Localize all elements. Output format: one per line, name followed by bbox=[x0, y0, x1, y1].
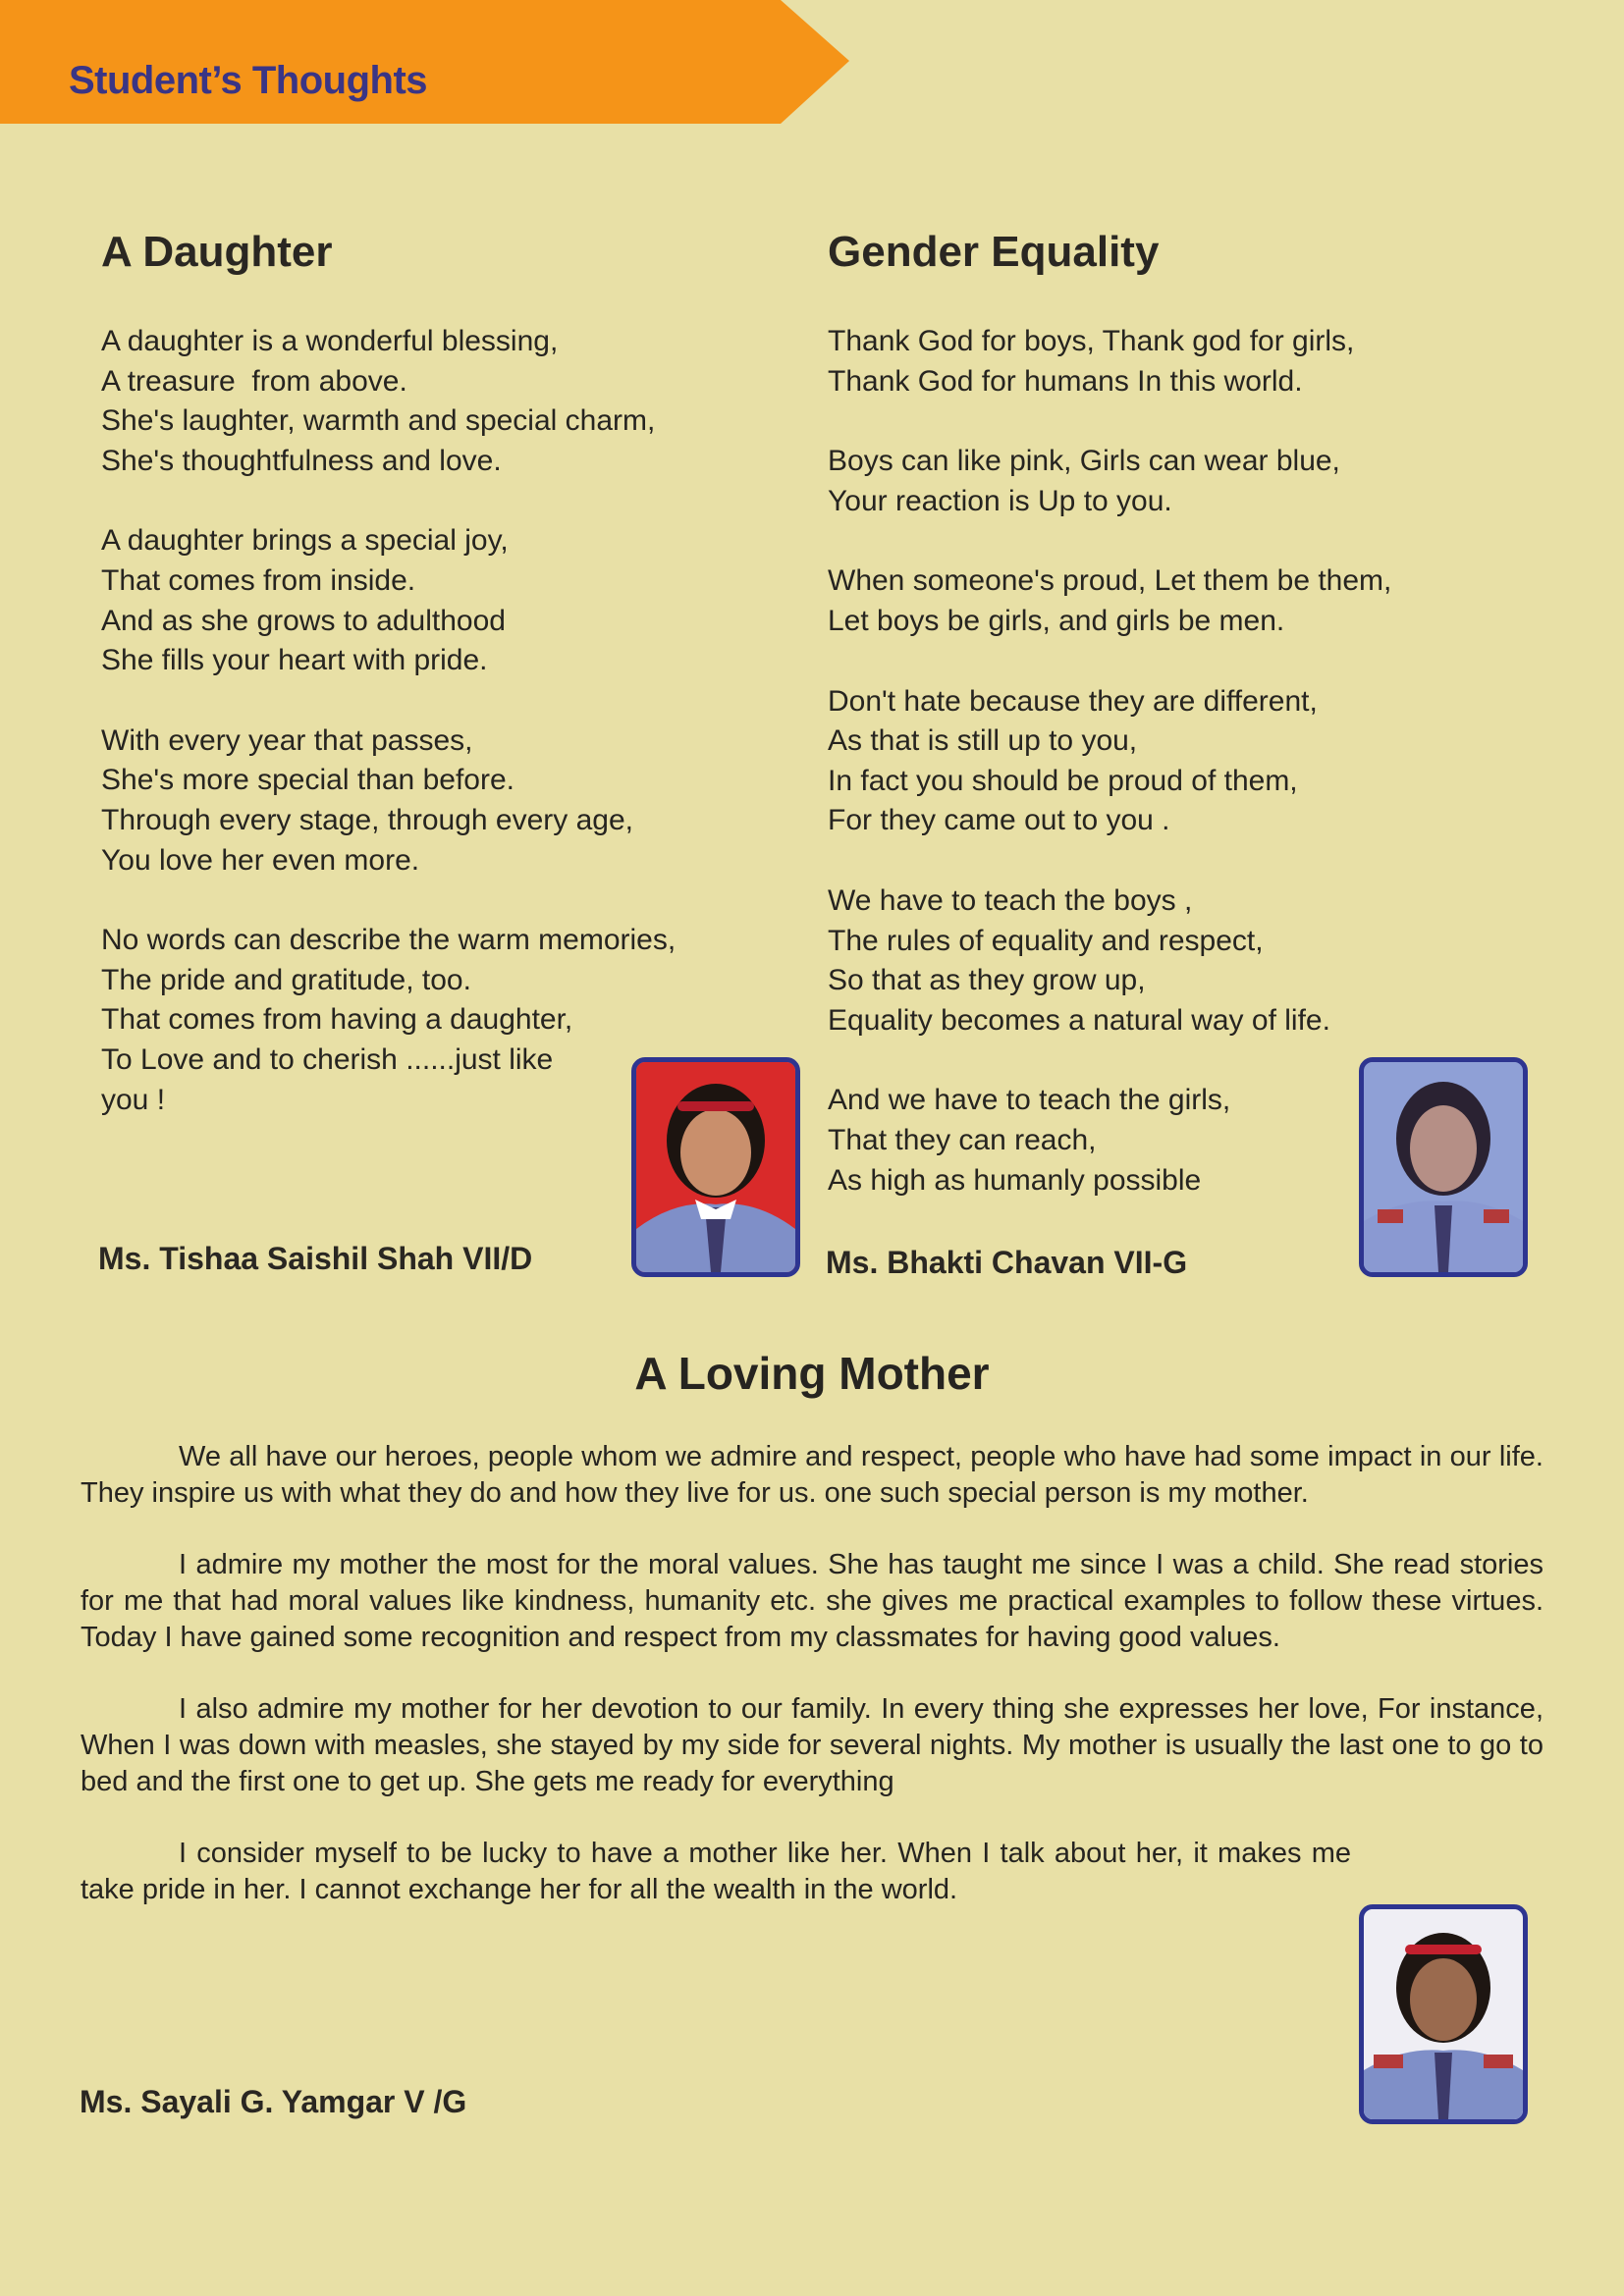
poem-line: That they can reach, bbox=[828, 1123, 1097, 1156]
poem-line: A daughter brings a special joy, bbox=[101, 524, 509, 558]
stanza bbox=[828, 881, 1535, 1041]
poem-line: With every year that passes, bbox=[101, 723, 473, 757]
essay-paragraph: I consider myself to be lucky to have a mother like her. When I talk about her, it makes me take pride in her. I cannot exchange her for all the wealth in the world. bbox=[81, 1838, 1351, 1905]
author-photo bbox=[1359, 1904, 1528, 2124]
poem-line: Through every stage, through every age, bbox=[101, 803, 633, 836]
poem-line: Thank God for humans In this world. bbox=[828, 364, 1303, 398]
essay-title: A Loving Mother bbox=[634, 1348, 990, 1399]
poem-line: Don't hate because they are different, bbox=[828, 684, 1318, 718]
poem-line: In fact you should be proud of them, bbox=[828, 764, 1298, 797]
poem-line: Boys can like pink, Girls can wear blue, bbox=[828, 445, 1340, 478]
poem-line: The pride and gratitude, too. bbox=[101, 963, 471, 996]
poem-line: She's more special than before. bbox=[101, 764, 514, 797]
poem-line: To Love and to cherish ......just like bbox=[101, 1042, 554, 1076]
poem-line: So that as they grow up, bbox=[828, 964, 1146, 997]
essay-paragraph: I admire my mother the most for the moral values. She has taught me since I was a child. She read stories for me that had moral values like kindness, humanity etc. she gives me practical examples to follow these virtues. Today I have gained some recognition and respect from my classmates for having good values. bbox=[81, 1549, 1543, 1653]
author-photo bbox=[631, 1057, 800, 1277]
poem-line: You love her even more. bbox=[101, 843, 420, 877]
poem-line: As high as humanly possible bbox=[828, 1163, 1202, 1197]
poem-line: That comes from inside. bbox=[101, 563, 416, 597]
essay-body bbox=[81, 1439, 1543, 1944]
poem-line: And we have to teach the girls, bbox=[828, 1084, 1231, 1117]
poem-line: Thank God for boys, Thank god for girls, bbox=[828, 325, 1355, 357]
poem-line: When someone's proud, Let them be them, bbox=[828, 564, 1392, 598]
poem-line: Let boys be girls, and girls be men. bbox=[828, 604, 1285, 637]
author-photo bbox=[1359, 1057, 1528, 1277]
poem-line: A daughter is a wonderful blessing, bbox=[101, 325, 559, 357]
section-banner bbox=[0, 0, 854, 124]
section-title: Student’s Thoughts bbox=[69, 59, 428, 102]
stanza bbox=[828, 682, 1535, 841]
poem-line: We have to teach the boys , bbox=[828, 883, 1193, 917]
poem-line: No words can describe the warm memories, bbox=[101, 924, 677, 957]
poem-line: you ! bbox=[101, 1083, 166, 1116]
stanza bbox=[828, 322, 1535, 401]
poem-line: She's laughter, warmth and special charm, bbox=[101, 404, 656, 438]
poem-line: For they came out to you . bbox=[828, 804, 1170, 837]
poem-title: Gender Equality bbox=[828, 228, 1160, 276]
poem-a-daughter bbox=[101, 228, 730, 1160]
poem-line: As that is still up to you, bbox=[828, 724, 1138, 758]
essay-paragraph: I also admire my mother for her devotion to our family. In every thing she expresses her love, For instance, When I was down with measles, she stayed by my side for several nights. My mother is usually the last one to go to bed and the first one to get up. She gets me ready for everything bbox=[81, 1693, 1543, 1797]
stanza bbox=[101, 721, 730, 881]
poem-line: She's thoughtfulness and love. bbox=[101, 444, 502, 477]
poem-line: That comes from having a daughter, bbox=[101, 1003, 573, 1037]
poem-author: Ms. Tishaa Saishil Shah VII/D bbox=[98, 1241, 533, 1276]
poem-line: Your reaction is Up to you. bbox=[828, 484, 1172, 517]
stanza bbox=[101, 322, 730, 481]
poem-line: Equality becomes a natural way of life. bbox=[828, 1003, 1330, 1037]
stanza bbox=[828, 561, 1535, 641]
poem-line: A treasure from above. bbox=[101, 364, 407, 398]
poem-line: And as she grows to adulthood bbox=[101, 604, 506, 637]
poem-author: Ms. Bhakti Chavan VII-G bbox=[826, 1245, 1188, 1280]
essay-author: Ms. Sayali G. Yamgar V /G bbox=[80, 2084, 467, 2119]
essay-paragraph: We all have our heroes, people whom we admire and respect, people who have had some impact in our life. They inspire us with what they do and how they live for us. one such special person is my mother. bbox=[81, 1441, 1543, 1509]
poem-line: She fills your heart with pride. bbox=[101, 644, 488, 677]
poem-stanzas bbox=[101, 322, 730, 1120]
poem-line: The rules of equality and respect, bbox=[828, 924, 1264, 957]
poem-title: A Daughter bbox=[101, 228, 333, 276]
stanza bbox=[101, 521, 730, 680]
stanza bbox=[828, 442, 1535, 521]
